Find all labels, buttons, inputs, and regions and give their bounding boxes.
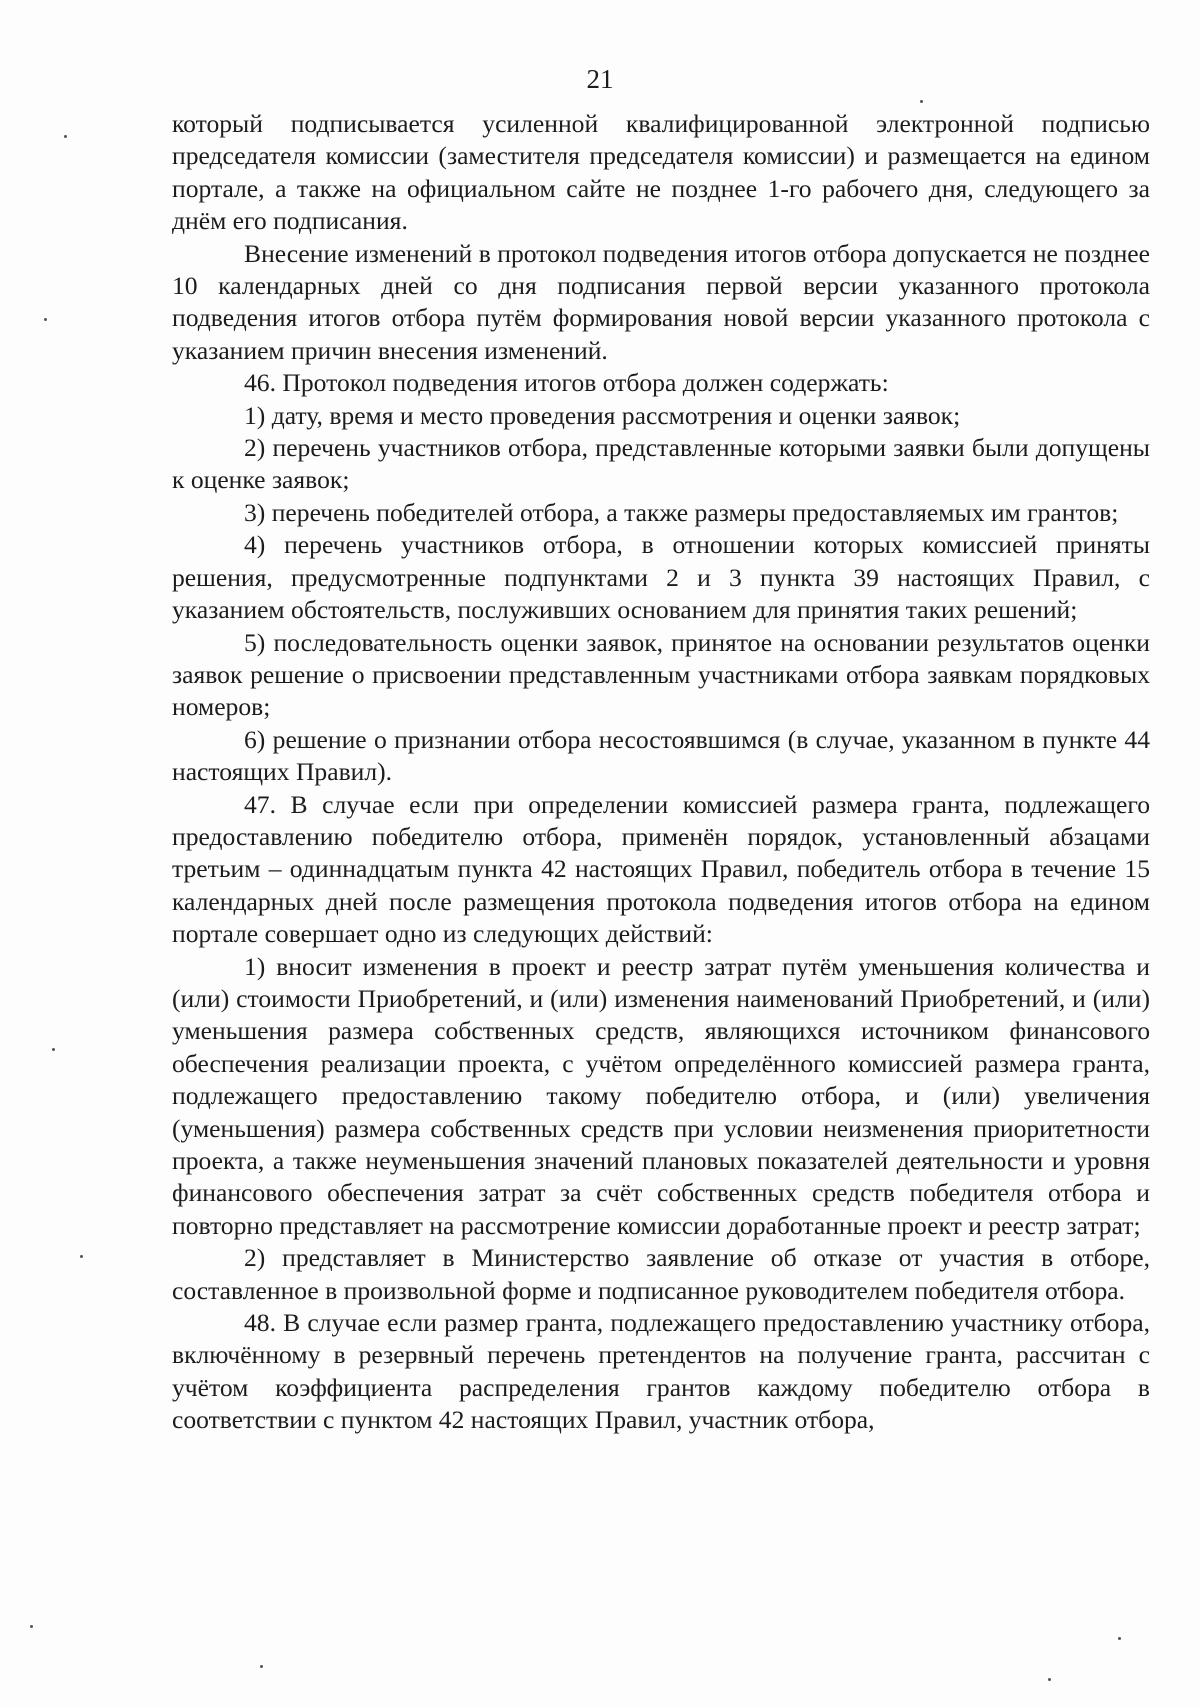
paragraph-2: Внесение изменений в протокол подведения итогов отбора допускается не позднее 10 календарных дней со дня подписания первой версии указанного протокола подведения итогов отбора путём формирования новой версии указанного протокола с указанием причин внесения изменений. bbox=[172, 238, 1150, 365]
scan-speck bbox=[1118, 1637, 1121, 1640]
scan-speck bbox=[52, 1048, 55, 1051]
paragraph-3: 46. Протокол подведения итогов отбора должен содержать: bbox=[244, 368, 889, 398]
paragraph-1: который подписывается усиленной квалифицированной электронной подписью председателя комиссии (заместителя председателя комиссии) и размещается на едином портале, а также на официальном сайте не позднее 1-го рабочего дня, следующего за днём его подписания. bbox=[172, 109, 1150, 236]
paragraph-11: 1) вносит изменения в проект и реестр затрат путём уменьшения количества и (или) стоимости Приобретений, и (или) изменения наименований Приобретений, и (или) уменьшения размера собственных средств, являющихся источником финансового обеспечения реализации проекта, с учётом определённого комиссией размера гранта, подлежащего предоставлению такому победителю отбора, и (или) увеличения (уменьшения) размера собственных средств при условии неизменения приоритетности проекта, а также неуменьшения значений плановых показателей деятельности и уровня финансового обеспечения затрат за счёт собственных средств победителя отбора и повторно представляет на рассмотрение комиссии доработанные проект и реестр затрат; bbox=[172, 951, 1150, 1240]
scan-speck bbox=[260, 1665, 263, 1668]
scan-speck bbox=[80, 1255, 83, 1258]
paragraph-5: 2) перечень участников отбора, представленные которыми заявки были допущены к оценке заявок; bbox=[172, 433, 1150, 495]
scan-speck bbox=[920, 100, 923, 103]
page-number: 21 bbox=[586, 64, 614, 94]
document-body bbox=[172, 108, 1150, 1437]
paragraph-8: 5) последовательность оценки заявок, принятое на основании результатов оценки заявок решение о присвоении представленным участниками отбора заявкам порядковых номеров; bbox=[172, 627, 1150, 722]
paragraph-10: 47. В случае если при определении комиссией размера гранта, подлежащего предоставлению победителю отбора, применён порядок, установленный абзацами третьим – одиннадцатым пункта 42 настоящих Правил, победитель отбора в течение 15 календарных дней после размещения протокола подведения итогов отбора на едином портале совершает одно из следующих действий: bbox=[172, 789, 1150, 949]
scan-speck bbox=[64, 135, 67, 138]
paragraph-7: 4) перечень участников отбора, в отношении которых комиссией приняты решения, предусмотренные подпунктами 2 и 3 пункта 39 настоящих Правил, с указанием обстоятельств, послуживших основанием для принятия таких решений; bbox=[172, 530, 1150, 625]
paragraph-12: 2) представляет в Министерство заявление об отказе от участия в отборе, составленное в произвольной форме и подписанное руководителем победителя отбора. bbox=[172, 1243, 1150, 1305]
scan-speck bbox=[30, 1625, 33, 1628]
scan-speck bbox=[44, 318, 47, 321]
paragraph-13: 48. В случае если размер гранта, подлежащего предоставлению участнику отбора, включённому в резервный перечень претендентов на получение гранта, рассчитан с учётом коэффициента распределения грантов каждому победителю отбора в соответствии с пунктом 42 настоящих Правил, участник отбора, bbox=[172, 1308, 1150, 1435]
paragraph-9: 6) решение о признании отбора несостоявшимся (в случае, указанном в пункте 44 настоящих Правил). bbox=[172, 724, 1150, 787]
paragraph-4: 1) дату, время и место проведения рассмотрения и оценки заявок; bbox=[244, 400, 961, 430]
paragraph-6: 3) перечень победителей отбора, а также размеры предоставляемых им грантов; bbox=[244, 497, 1119, 527]
scan-speck bbox=[1048, 1678, 1051, 1681]
